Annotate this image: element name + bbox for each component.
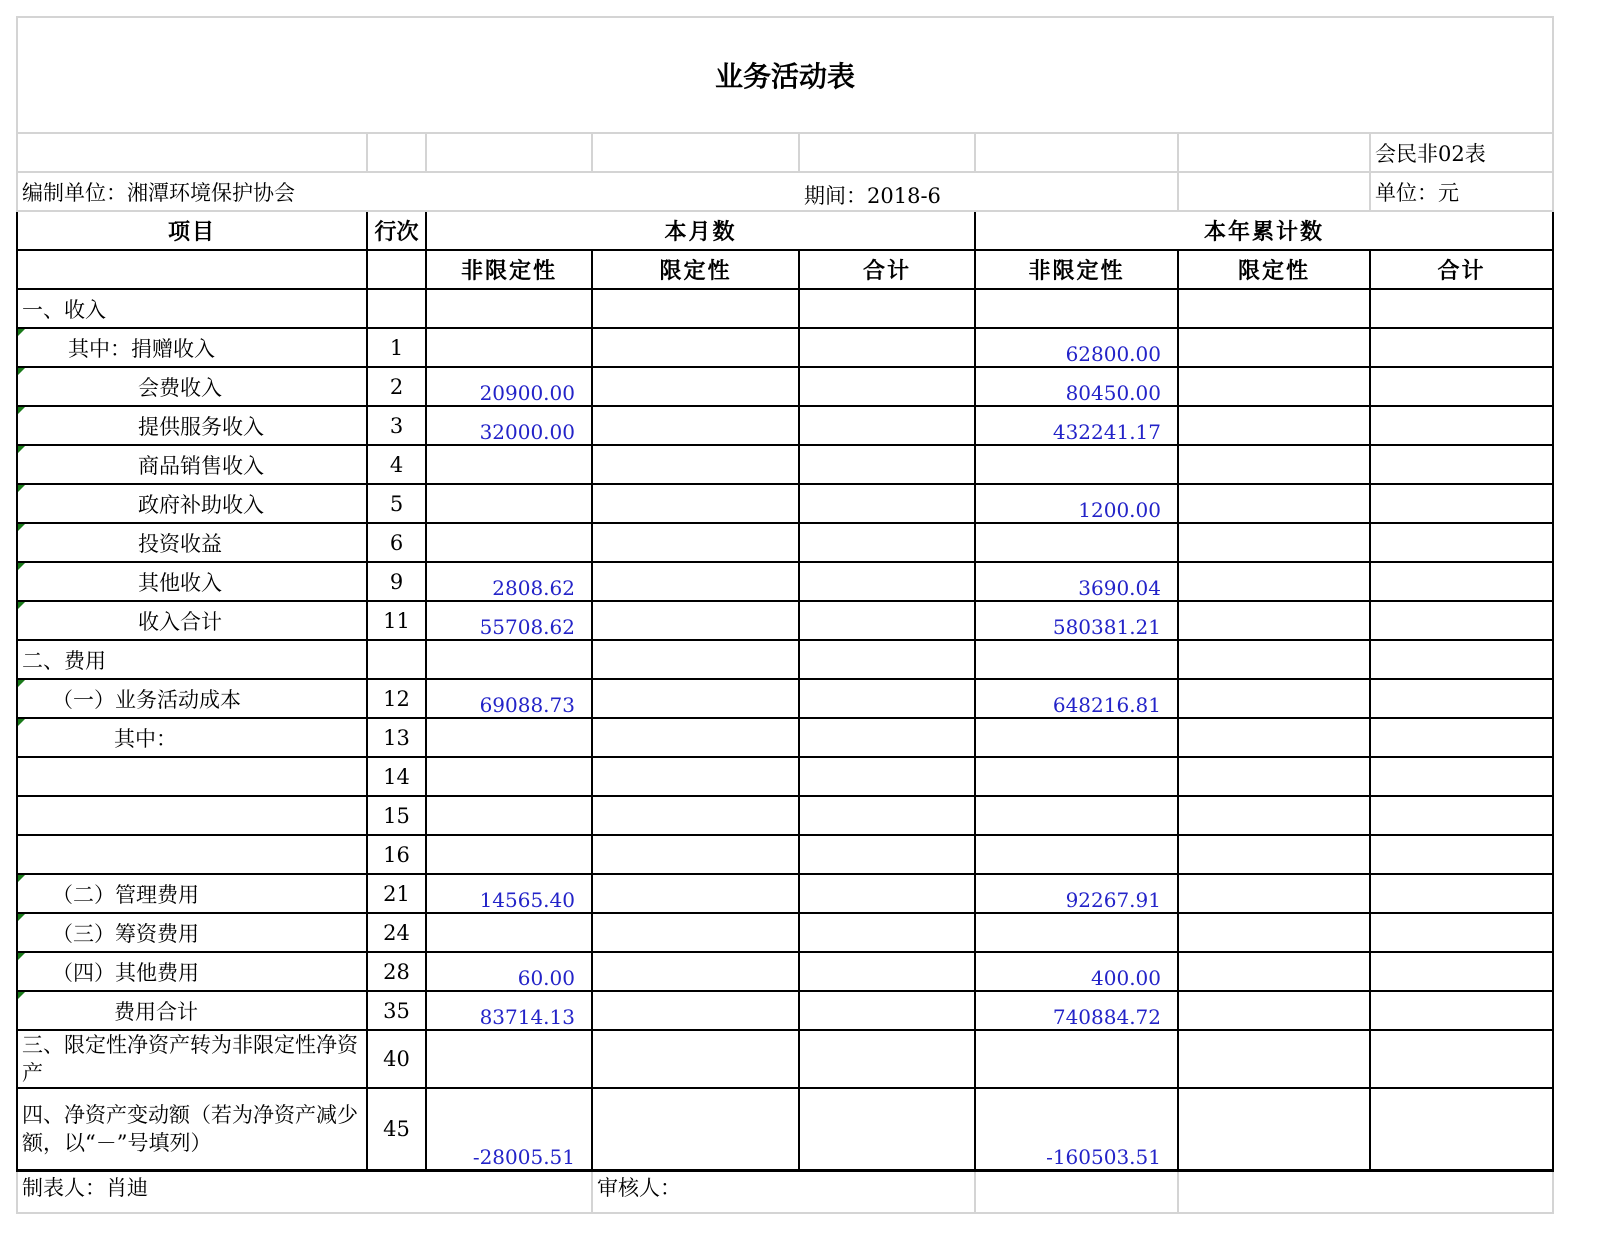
cell-year-unrestricted[interactable]: 3690.04 — [975, 562, 1178, 601]
cell-month-unrestricted[interactable] — [426, 328, 592, 367]
row-line[interactable]: 9 — [367, 562, 426, 601]
row-label[interactable]: 商品销售收入 — [17, 445, 367, 484]
header-month-unrestricted[interactable]: 非限定性 — [426, 250, 592, 289]
header-blank[interactable] — [17, 250, 367, 289]
cell-month-total[interactable] — [799, 640, 975, 679]
blank-cell[interactable] — [17, 133, 367, 172]
row-line[interactable] — [367, 640, 426, 679]
cell-year-restricted[interactable] — [1178, 289, 1370, 328]
row-label[interactable] — [17, 796, 367, 835]
cell-month-restricted[interactable] — [592, 562, 799, 601]
table-row — [17, 913, 1553, 952]
cell-year-total[interactable] — [1370, 718, 1553, 757]
header-item[interactable]: 项目 — [17, 211, 367, 250]
cell-month-unrestricted[interactable] — [426, 796, 592, 835]
row-label[interactable]: （二）管理费用 — [17, 874, 367, 913]
cell-month-total[interactable] — [799, 718, 975, 757]
organization-label[interactable]: 编制单位：湘潭环境保护协会 — [17, 172, 799, 211]
cell-month-unrestricted[interactable] — [426, 445, 592, 484]
row-line[interactable]: 45 — [367, 1088, 426, 1171]
header-blank[interactable] — [367, 250, 426, 289]
cell-month-restricted[interactable] — [592, 952, 799, 991]
cell-month-total[interactable] — [799, 523, 975, 562]
cell-month-restricted[interactable] — [592, 796, 799, 835]
cell-month-unrestricted[interactable]: 2808.62 — [426, 562, 592, 601]
table-row — [17, 328, 1553, 367]
cell-month-unrestricted[interactable]: 14565.40 — [426, 874, 592, 913]
row-line[interactable]: 6 — [367, 523, 426, 562]
table-row — [17, 601, 1553, 640]
cell-year-unrestricted[interactable] — [975, 640, 1178, 679]
row-label[interactable]: 四、净资产变动额（若为净资产减少额，以“－”号填列） — [17, 1088, 367, 1171]
row-label[interactable]: （三）筹资费用 — [17, 913, 367, 952]
row-label[interactable]: 其他收入 — [17, 562, 367, 601]
table-row — [17, 562, 1553, 601]
table-row — [17, 640, 1553, 679]
blank-cell[interactable] — [975, 133, 1178, 172]
table-row — [17, 796, 1553, 835]
cell-month-restricted[interactable] — [592, 1088, 799, 1171]
cell-year-restricted[interactable] — [1178, 757, 1370, 796]
cell-month-total[interactable] — [799, 835, 975, 874]
cell-month-restricted[interactable] — [592, 367, 799, 406]
cell-month-unrestricted[interactable]: 69088.73 — [426, 679, 592, 718]
cell-month-restricted[interactable] — [592, 913, 799, 952]
cell-year-restricted[interactable] — [1178, 406, 1370, 445]
cell-month-unrestricted[interactable] — [426, 913, 592, 952]
row-label[interactable] — [17, 835, 367, 874]
cell-year-restricted[interactable] — [1178, 523, 1370, 562]
cell-year-restricted[interactable] — [1178, 367, 1370, 406]
cell-year-total[interactable] — [1370, 523, 1553, 562]
blank-cell[interactable] — [1178, 1171, 1553, 1214]
form-code[interactable]: 会民非02表 — [1370, 133, 1553, 172]
cell-month-restricted[interactable] — [592, 601, 799, 640]
blank-cell[interactable] — [1178, 172, 1370, 211]
cell-month-total[interactable] — [799, 952, 975, 991]
header-year[interactable]: 本年累计数 — [975, 211, 1553, 250]
cell-year-restricted[interactable] — [1178, 445, 1370, 484]
row-label[interactable]: 其中： — [17, 718, 367, 757]
table-row — [17, 1088, 1553, 1171]
cell-month-unrestricted[interactable]: 32000.00 — [426, 406, 592, 445]
cell-year-total[interactable] — [1370, 328, 1553, 367]
cell-month-unrestricted[interactable]: 55708.62 — [426, 601, 592, 640]
row-line[interactable]: 4 — [367, 445, 426, 484]
row-line[interactable]: 3 — [367, 406, 426, 445]
cell-year-total[interactable] — [1370, 484, 1553, 523]
row-label[interactable]: 其中：捐赠收入 — [17, 328, 367, 367]
row-line[interactable]: 14 — [367, 757, 426, 796]
table-row — [17, 289, 1553, 328]
cell-month-total[interactable] — [799, 445, 975, 484]
cell-month-total[interactable] — [799, 1088, 975, 1171]
cell-month-unrestricted[interactable] — [426, 718, 592, 757]
row-label[interactable]: 三、限定性净资产转为非限定性净资产 — [17, 1030, 367, 1088]
row-label[interactable]: 费用合计 — [17, 991, 367, 1030]
cell-year-total[interactable] — [1370, 562, 1553, 601]
cell-month-restricted[interactable] — [592, 328, 799, 367]
cell-year-restricted[interactable] — [1178, 913, 1370, 952]
cell-year-restricted[interactable] — [1178, 796, 1370, 835]
cell-year-restricted[interactable] — [1178, 679, 1370, 718]
cell-month-total[interactable] — [799, 679, 975, 718]
header-year-unrestricted[interactable]: 非限定性 — [975, 250, 1178, 289]
row-line[interactable]: 13 — [367, 718, 426, 757]
table-row — [17, 835, 1553, 874]
table-row — [17, 445, 1553, 484]
cell-year-restricted[interactable] — [1178, 1030, 1370, 1088]
cell-year-total[interactable] — [1370, 952, 1553, 991]
cell-year-total[interactable] — [1370, 913, 1553, 952]
cell-year-total[interactable] — [1370, 757, 1553, 796]
blank-cell[interactable] — [1178, 133, 1370, 172]
row-line[interactable]: 28 — [367, 952, 426, 991]
header-month-total[interactable]: 合计 — [799, 250, 975, 289]
table-row — [17, 367, 1553, 406]
cell-month-restricted[interactable] — [592, 406, 799, 445]
cell-year-unrestricted[interactable] — [975, 445, 1178, 484]
cell-year-restricted[interactable] — [1178, 562, 1370, 601]
cell-month-unrestricted[interactable] — [426, 1030, 592, 1088]
cell-year-unrestricted[interactable] — [975, 913, 1178, 952]
cell-month-total[interactable] — [799, 289, 975, 328]
row-line[interactable]: 1 — [367, 328, 426, 367]
cell-month-restricted[interactable] — [592, 523, 799, 562]
cell-month-unrestricted[interactable] — [426, 640, 592, 679]
cell-year-unrestricted[interactable]: 1200.00 — [975, 484, 1178, 523]
cell-year-restricted[interactable] — [1178, 484, 1370, 523]
cell-year-unrestricted[interactable]: 80450.00 — [975, 367, 1178, 406]
cell-year-unrestricted[interactable]: 432241.17 — [975, 406, 1178, 445]
cell-month-unrestricted[interactable] — [426, 835, 592, 874]
blank-cell[interactable] — [426, 133, 592, 172]
cell-year-total[interactable] — [1370, 1030, 1553, 1088]
table-row — [17, 874, 1553, 913]
cell-year-total[interactable] — [1370, 640, 1553, 679]
cell-month-total[interactable] — [799, 484, 975, 523]
header-month-restricted[interactable]: 限定性 — [592, 250, 799, 289]
cell-year-unrestricted[interactable] — [975, 757, 1178, 796]
cell-month-unrestricted[interactable] — [426, 757, 592, 796]
cell-month-total[interactable] — [799, 367, 975, 406]
cell-month-total[interactable] — [799, 1030, 975, 1088]
row-line[interactable]: 15 — [367, 796, 426, 835]
row-label[interactable]: （四）其他费用 — [17, 952, 367, 991]
header-month[interactable]: 本月数 — [426, 211, 975, 250]
preparer-label[interactable]: 制表人：肖迪 — [17, 1171, 592, 1214]
cell-year-unrestricted[interactable] — [975, 796, 1178, 835]
cell-month-restricted[interactable] — [592, 757, 799, 796]
cell-month-restricted[interactable] — [592, 445, 799, 484]
blank-cell[interactable] — [799, 133, 975, 172]
cell-year-unrestricted[interactable]: 62800.00 — [975, 328, 1178, 367]
cell-month-total[interactable] — [799, 796, 975, 835]
report-table — [16, 16, 1554, 1214]
cell-month-unrestricted[interactable]: -28005.51 — [426, 1088, 592, 1171]
cell-year-total[interactable] — [1370, 406, 1553, 445]
row-line[interactable]: 5 — [367, 484, 426, 523]
table-row — [17, 484, 1553, 523]
header-year-restricted[interactable]: 限定性 — [1178, 250, 1370, 289]
cell-month-restricted[interactable] — [592, 679, 799, 718]
cell-year-total[interactable] — [1370, 835, 1553, 874]
period-label[interactable]: 期间：2018-6 — [799, 172, 1178, 211]
cell-year-total[interactable] — [1370, 874, 1553, 913]
cell-year-total[interactable] — [1370, 991, 1553, 1030]
row-label[interactable]: 收入合计 — [17, 601, 367, 640]
reviewer-label[interactable]: 审核人： — [592, 1171, 975, 1214]
row-label[interactable]: 二、费用 — [17, 640, 367, 679]
cell-month-unrestricted[interactable]: 20900.00 — [426, 367, 592, 406]
cell-year-unrestricted[interactable]: -160503.51 — [975, 1088, 1178, 1171]
row-line[interactable]: 40 — [367, 1030, 426, 1088]
header-year-total[interactable]: 合计 — [1370, 250, 1553, 289]
cell-year-restricted[interactable] — [1178, 718, 1370, 757]
cell-month-restricted[interactable] — [592, 1030, 799, 1088]
cell-month-restricted[interactable] — [592, 991, 799, 1030]
cell-month-restricted[interactable] — [592, 835, 799, 874]
row-line[interactable]: 35 — [367, 991, 426, 1030]
cell-year-unrestricted[interactable] — [975, 289, 1178, 328]
row-line[interactable]: 16 — [367, 835, 426, 874]
cell-month-restricted[interactable] — [592, 874, 799, 913]
table-row — [17, 406, 1553, 445]
cell-month-total[interactable] — [799, 328, 975, 367]
cell-year-total[interactable] — [1370, 679, 1553, 718]
table-row — [17, 718, 1553, 757]
cell-year-restricted[interactable] — [1178, 601, 1370, 640]
cell-year-restricted[interactable] — [1178, 835, 1370, 874]
cell-month-total[interactable] — [799, 562, 975, 601]
cell-month-restricted[interactable] — [592, 640, 799, 679]
cell-month-restricted[interactable] — [592, 289, 799, 328]
blank-cell[interactable] — [367, 133, 426, 172]
cell-month-total[interactable] — [799, 874, 975, 913]
cell-year-unrestricted[interactable]: 92267.91 — [975, 874, 1178, 913]
cell-year-total[interactable] — [1370, 796, 1553, 835]
header-line[interactable]: 行次 — [367, 211, 426, 250]
row-line[interactable] — [367, 289, 426, 328]
cell-year-total[interactable] — [1370, 289, 1553, 328]
cell-month-total[interactable] — [799, 913, 975, 952]
table-row — [17, 991, 1553, 1030]
row-label[interactable]: 提供服务收入 — [17, 406, 367, 445]
cell-month-total[interactable] — [799, 406, 975, 445]
cell-year-unrestricted[interactable] — [975, 835, 1178, 874]
row-label[interactable]: 一、收入 — [17, 289, 367, 328]
cell-month-unrestricted[interactable] — [426, 484, 592, 523]
row-label[interactable]: （一）业务活动成本 — [17, 679, 367, 718]
cell-month-total[interactable] — [799, 757, 975, 796]
cell-year-unrestricted[interactable]: 648216.81 — [975, 679, 1178, 718]
cell-year-restricted[interactable] — [1178, 640, 1370, 679]
row-line[interactable]: 24 — [367, 913, 426, 952]
report-title[interactable]: 业务活动表 — [17, 17, 1553, 133]
unit-label[interactable]: 单位：元 — [1370, 172, 1553, 211]
cell-year-restricted[interactable] — [1178, 1088, 1370, 1171]
table-row — [17, 679, 1553, 718]
cell-year-total[interactable] — [1370, 367, 1553, 406]
cell-year-restricted[interactable] — [1178, 991, 1370, 1030]
cell-year-unrestricted[interactable] — [975, 523, 1178, 562]
cell-year-unrestricted[interactable]: 400.00 — [975, 952, 1178, 991]
row-label[interactable]: 会费收入 — [17, 367, 367, 406]
cell-month-total[interactable] — [799, 991, 975, 1030]
cell-month-total[interactable] — [799, 601, 975, 640]
cell-year-unrestricted[interactable]: 740884.72 — [975, 991, 1178, 1030]
cell-month-restricted[interactable] — [592, 718, 799, 757]
cell-month-restricted[interactable] — [592, 484, 799, 523]
table-row — [17, 523, 1553, 562]
blank-cell[interactable] — [975, 1171, 1178, 1214]
table-row — [17, 757, 1553, 796]
blank-cell[interactable] — [592, 133, 799, 172]
cell-month-unrestricted[interactable] — [426, 523, 592, 562]
cell-month-unrestricted[interactable]: 83714.13 — [426, 991, 592, 1030]
cell-year-unrestricted[interactable] — [975, 1030, 1178, 1088]
cell-year-total[interactable] — [1370, 1088, 1553, 1171]
row-label[interactable]: 投资收益 — [17, 523, 367, 562]
cell-year-total[interactable] — [1370, 445, 1553, 484]
cell-month-unrestricted[interactable]: 60.00 — [426, 952, 592, 991]
cell-year-total[interactable] — [1370, 601, 1553, 640]
spreadsheet — [16, 16, 1554, 1214]
table-row — [17, 1030, 1553, 1088]
cell-month-unrestricted[interactable] — [426, 289, 592, 328]
cell-year-unrestricted[interactable] — [975, 718, 1178, 757]
cell-year-restricted[interactable] — [1178, 952, 1370, 991]
table-row — [17, 952, 1553, 991]
row-line[interactable]: 21 — [367, 874, 426, 913]
cell-year-restricted[interactable] — [1178, 328, 1370, 367]
row-line[interactable]: 2 — [367, 367, 426, 406]
row-label[interactable] — [17, 757, 367, 796]
row-line[interactable]: 11 — [367, 601, 426, 640]
cell-year-unrestricted[interactable]: 580381.21 — [975, 601, 1178, 640]
cell-year-restricted[interactable] — [1178, 874, 1370, 913]
row-label[interactable]: 政府补助收入 — [17, 484, 367, 523]
row-line[interactable]: 12 — [367, 679, 426, 718]
